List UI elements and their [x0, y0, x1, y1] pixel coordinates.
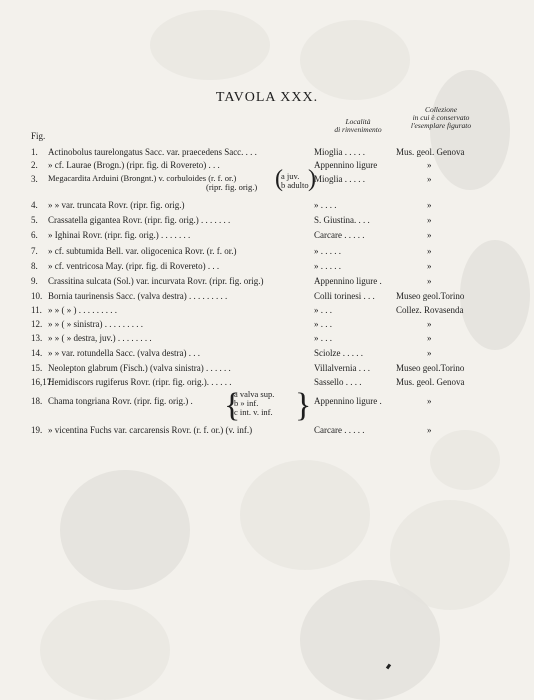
collection-header: Collezione in cui è conservato l'esemplare figurato: [410, 105, 472, 130]
locality: Appennino ligure: [314, 160, 378, 170]
locality: » . . .: [314, 333, 332, 343]
figure-number: 8.: [31, 261, 38, 271]
species-description: Neolepton glabrum (Fisch.) (valva sinistra) . . . . . .: [48, 363, 231, 373]
locality: Appennino ligure .: [314, 276, 382, 286]
locality: Villalvernia . . .: [314, 363, 370, 373]
collection: »: [427, 276, 432, 286]
brace: }: [295, 387, 312, 424]
figure-number: 7.: [31, 246, 38, 256]
species-description: » cf. Laurae (Brogn.) (ripr. fig. di Rovereto) . . .: [48, 160, 220, 170]
figure-number: 5.: [31, 215, 38, 225]
locality: Sciolze . . . . .: [314, 348, 363, 358]
figure-variants: [234, 390, 274, 417]
plate-title: TAVOLA XXX.: [215, 90, 319, 105]
species-description: Chama tongriana Rovr. (ripr. fig. orig.) .: [48, 396, 193, 406]
locality: Mioglia . . . . .: [314, 174, 365, 184]
collection: Mus. geol. Genova: [396, 147, 465, 157]
background-ghost: [60, 470, 190, 590]
collection: »: [427, 174, 432, 184]
variant-line: a juv.: [281, 171, 300, 181]
figure-number: 11.: [31, 305, 42, 315]
figure-number: 13.: [31, 333, 43, 343]
species-description: » cf. ventricosa May. (ripr. fig. di Rovereto) . . .: [48, 261, 220, 271]
figure-number: 9.: [31, 276, 38, 286]
figure-number: 15.: [31, 363, 43, 373]
species-description: » vicentina Fuchs var. carcarensis Rovr. (r. f. or.) (v. inf.): [48, 425, 253, 435]
figure-number: 1.: [31, 147, 38, 157]
species-description: » » ( » ) . . . . . . . . .: [48, 305, 117, 315]
locality: » . . .: [314, 305, 332, 315]
background-ghost: [460, 240, 530, 350]
locality: » . . . . .: [314, 246, 341, 256]
collection: »: [427, 200, 432, 210]
locality: Carcare . . . . .: [314, 425, 365, 435]
collection: »: [427, 230, 432, 240]
collection: »: [427, 215, 432, 225]
background-ghost: [40, 600, 170, 700]
variant-line: a valva sup.: [234, 389, 275, 399]
brace: ): [308, 166, 316, 192]
species-description: Bornia taurinensis Sacc. (valva destra) . . . . . . . . .: [48, 291, 228, 301]
locality: S. Giustina. . . .: [314, 215, 370, 225]
locality: Colli torinesi . . .: [314, 291, 375, 301]
collection: Museo geol.Torino: [396, 363, 465, 373]
species-description: » » ( » destra, juv.) . . . . . . . .: [48, 333, 152, 343]
collection: »: [427, 425, 432, 435]
background-ghost: [240, 460, 370, 570]
species-description: » » ( » sinistra) . . . . . . . . .: [48, 319, 143, 329]
variant-line: c int. v. inf.: [234, 407, 273, 417]
figure-number: 6.: [31, 230, 38, 240]
figure-variants: [281, 172, 309, 190]
figure-number: 4.: [31, 200, 38, 210]
brace: {: [224, 387, 241, 424]
background-ghost: [150, 10, 270, 80]
figure-number: 12.: [31, 319, 43, 329]
locality: Mioglia . . . . .: [314, 147, 365, 157]
collection: »: [427, 246, 432, 256]
locality: Carcare . . . . .: [314, 230, 365, 240]
figure-number: 19.: [31, 425, 43, 435]
variant-line: b » inf.: [234, 398, 259, 408]
figure-number: 3.: [31, 174, 38, 184]
species-description: [48, 174, 257, 192]
species-description: » cf. subtumida Bell. var. oligocenica Rovr. (r. f. or.): [48, 246, 237, 256]
species-description: » » var. truncata Rovr. (ripr. fig. orig.): [48, 200, 185, 210]
locality: » . . . . .: [314, 261, 341, 271]
collection: Museo geol.Torino: [396, 291, 465, 301]
locality: » . . . .: [314, 200, 337, 210]
collection: »: [427, 160, 432, 170]
locality: Appennino ligure .: [314, 396, 382, 406]
species-description-line: Megacardita Arduini (Brongnt.) v. corbuloides (r. f. or.): [48, 173, 237, 183]
brace: (: [275, 166, 283, 192]
collection: »: [427, 348, 432, 358]
collection: »: [427, 396, 432, 406]
background-ghost: [430, 430, 500, 490]
species-description-line: (ripr. fig. orig.): [206, 182, 258, 192]
species-description: Hemidiscors rugiferus Rovr. (ripr. fig. orig.). . . . . .: [48, 377, 232, 387]
figure-number: 2.: [31, 160, 38, 170]
collection: »: [427, 319, 432, 329]
fig-column-header: Fig.: [31, 131, 46, 141]
collection: »: [427, 333, 432, 343]
species-description: Actinobolus taurelongatus Sacc. var. praecedens Sacc. . . .: [48, 147, 257, 157]
background-ghost: [300, 20, 410, 100]
collection: Collez. Rovasenda: [396, 305, 464, 315]
species-description: Crassatella gigantea Rovr. (ripr. fig. orig.) . . . . . . .: [48, 215, 231, 225]
collection: »: [427, 261, 432, 271]
collection: Mus. geol. Genova: [396, 377, 465, 387]
figure-number: 16,17.: [31, 377, 54, 387]
variant-line: b adulto: [281, 180, 309, 190]
figure-number: 18.: [31, 396, 43, 406]
figure-number: 14.: [31, 348, 43, 358]
locality: Sassello . . . .: [314, 377, 362, 387]
species-description: Crassitina sulcata (Sol.) var. incurvata Rovr. (ripr. fig. orig.): [48, 276, 264, 286]
species-description: » Ighinai Rovr. (ripr. fig. orig.) . . . . . . .: [48, 230, 191, 240]
species-description: » » var. rotundella Sacc. (valva destra) . . .: [48, 348, 200, 358]
background-ghost: [390, 500, 510, 610]
locality: » . . .: [314, 319, 332, 329]
locality-header: Località di rinvenimento: [334, 117, 382, 134]
figure-number: 10.: [31, 291, 43, 301]
background-ghost: [430, 70, 510, 190]
